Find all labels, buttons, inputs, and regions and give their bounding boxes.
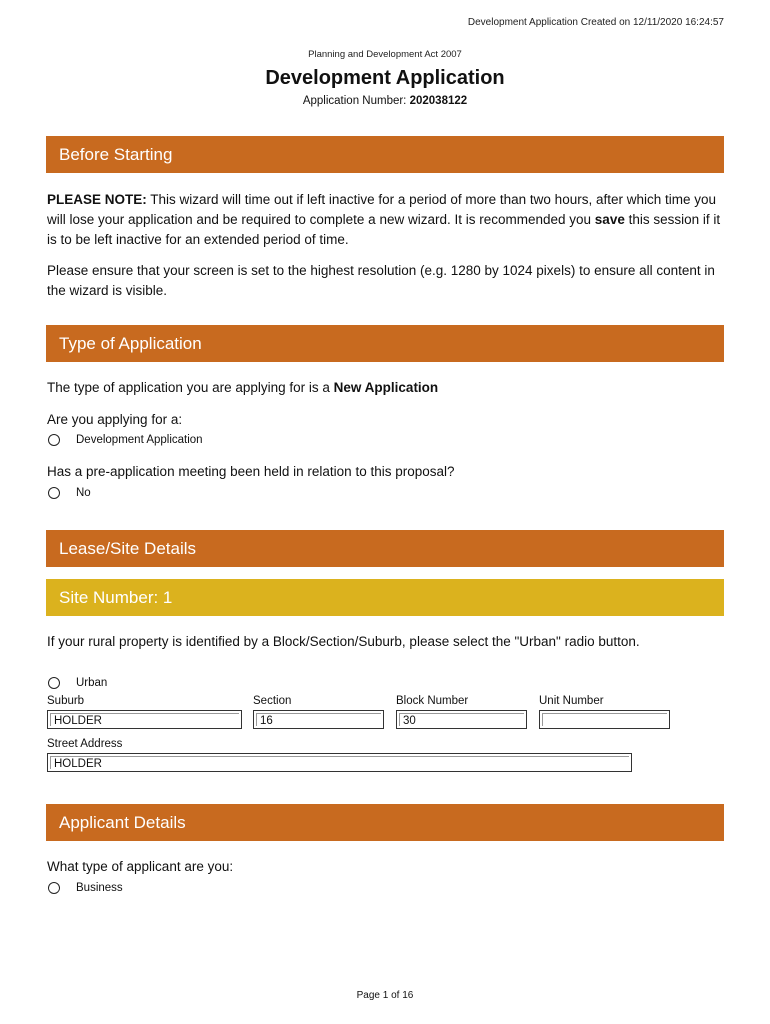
note-bold: PLEASE NOTE: — [47, 192, 147, 207]
section-label: Section — [253, 695, 292, 707]
radio-label: Development Application — [76, 434, 203, 446]
radio-button[interactable] — [48, 677, 60, 689]
street-address-field[interactable] — [47, 753, 632, 772]
unit-number-field[interactable] — [539, 710, 670, 729]
unit-number-label: Unit Number — [539, 695, 604, 707]
application-number — [0, 95, 770, 107]
timeout-note — [47, 190, 727, 250]
section-heading: Lease/Site Details — [59, 539, 197, 558]
applicant-type-option[interactable] — [48, 882, 123, 894]
suburb-field[interactable] — [47, 710, 242, 729]
block-number-field[interactable] — [396, 710, 527, 729]
applying-for-option[interactable] — [48, 434, 203, 446]
rural-note: If your rural property is identified by a Block/Section/Suburb, please select the "Urban" radio button. — [47, 634, 640, 649]
section-lease-site — [46, 530, 724, 567]
radio-button[interactable] — [48, 882, 60, 894]
created-timestamp: Development Application Created on 12/11/2020 16:24:57 — [467, 17, 724, 28]
section-heading: Type of Application — [59, 334, 202, 353]
note-text-1: This wizard will time out if left inactive for a period of more than two hours, after which time you will lose your application and be required to complete a new wizard. It is recommended you — [47, 192, 717, 227]
section-heading: Applicant Details — [59, 813, 186, 832]
unit-number-value — [542, 713, 667, 726]
suburb-value: HOLDER — [50, 713, 239, 726]
section-before-starting — [46, 136, 724, 173]
radio-button[interactable] — [48, 487, 60, 499]
act-reference: Planning and Development Act 2007 — [308, 49, 462, 60]
application-type-value: New Application — [333, 380, 439, 395]
street-address-value: HOLDER — [50, 756, 629, 769]
suburb-label: Suburb — [47, 695, 85, 707]
section-applicant-details — [46, 804, 724, 841]
urban-option[interactable] — [48, 677, 107, 689]
resolution-note: Please ensure that your screen is set to the highest resolution (e.g. 1280 by 1024 pixels) to ensure all content in the wizard is visible. — [47, 263, 715, 298]
applicant-type-question: What type of applicant are you: — [47, 859, 234, 874]
note-save: save — [594, 212, 625, 227]
radio-button[interactable] — [48, 434, 60, 446]
application-number-label: Application Number: — [302, 95, 407, 107]
applying-for-question: Are you applying for a: — [47, 412, 183, 427]
radio-label: Business — [76, 882, 123, 894]
application-number-value: 202038122 — [409, 95, 468, 107]
section-field[interactable] — [253, 710, 384, 729]
radio-label: Urban — [76, 677, 108, 689]
site-number-bar — [46, 579, 724, 616]
site-number-heading: Site Number: 1 — [59, 588, 173, 607]
page-number: Page 1 of 16 — [356, 990, 414, 1001]
note-text-2: this session if it is to be left inactive for an extended period of time. — [47, 212, 721, 247]
application-type-text — [47, 380, 438, 395]
page-title: Development Application — [265, 67, 505, 89]
pre-meeting-question: Has a pre-application meeting been held in relation to this proposal? — [47, 464, 455, 479]
section-heading: Before Starting — [59, 145, 173, 164]
block-number-value: 30 — [399, 713, 524, 726]
section-type-of-application — [46, 325, 724, 362]
street-address-label: Street Address — [47, 738, 123, 750]
application-type-prefix: The type of application you are applying for is a — [47, 380, 334, 395]
block-number-label: Block Number — [396, 695, 469, 707]
section-value: 16 — [256, 713, 381, 726]
radio-label: No — [76, 487, 91, 499]
pre-meeting-option[interactable] — [48, 487, 91, 499]
